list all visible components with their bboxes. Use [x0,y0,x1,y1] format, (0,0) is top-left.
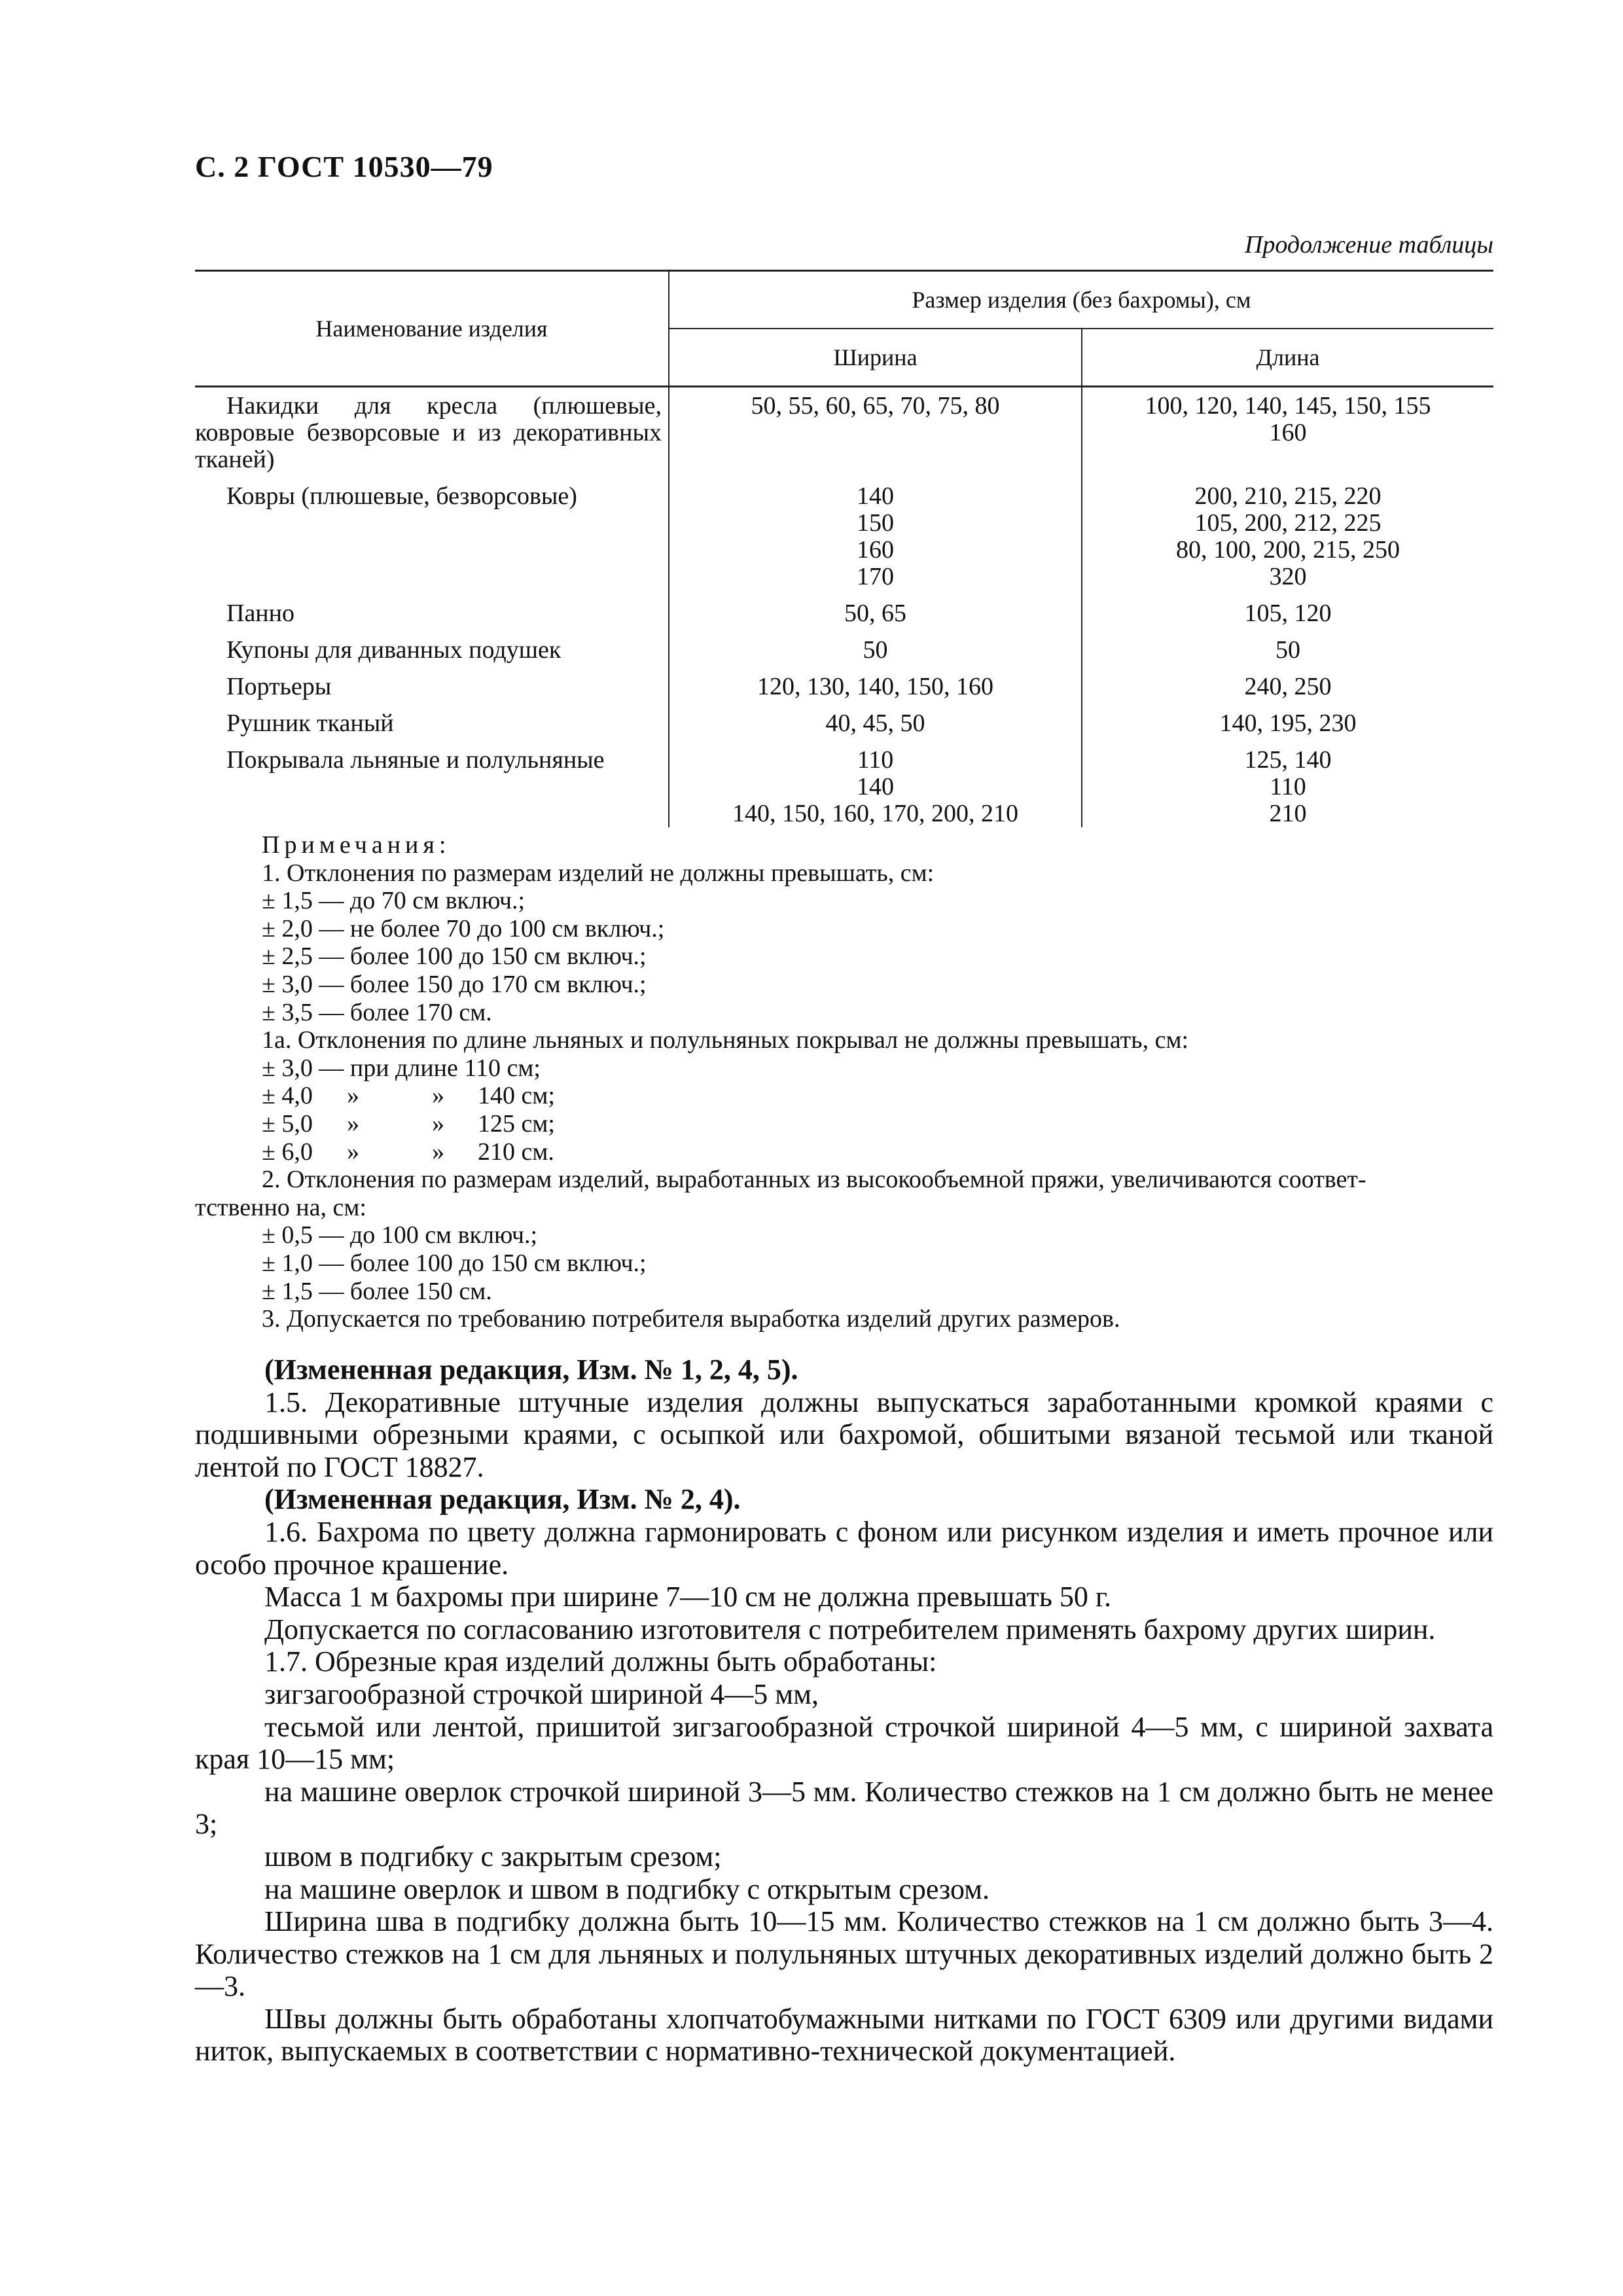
length-value: 140, 195, 230 [1219,709,1357,737]
length-value: 105, 200, 212, 225 [1194,509,1382,537]
cell-product-name [195,627,669,664]
table-row [195,590,1493,627]
body-paragraph: на машине оверлок строчкой шириной 3—5 мм. Количество стежков на 1 см должно быть не менее 3; [195,1775,1493,1840]
note-1a-part: 125 см; [478,1109,555,1138]
body-paragraph: 1.6. Бахрома по цвету должна гармонировать с фоном или рисунком изделия и иметь прочное или особо прочное крашение. [195,1515,1493,1581]
note-1a-item [195,1082,1493,1110]
note-1-item: ± 3,5 — более 170 см. [262,998,492,1026]
note-1a-part: » [432,1138,444,1166]
cell-width [669,387,1082,474]
cell-width [669,664,1082,700]
body-paragraph: Ширина шва в подгибку должна быть 10—15 мм. Количество стежков на 1 см должно быть 3—4. Количество стежков на 1 см для льняных и полульняных штучных декоративных изделий должно быть 2—3. [195,1905,1493,2003]
length-value: 320 [1269,563,1307,590]
note-1a-part: » [347,1082,359,1110]
table-body [195,387,1493,828]
note-1a-part: ± 6,0 [262,1138,313,1166]
length-value: 110 [1270,773,1306,800]
notes-title: Примечания: [262,831,451,859]
note-2-item: ± 1,0 — более 100 до 150 см включ.; [262,1249,647,1277]
product-name-text: Портьеры [226,673,332,700]
width-value: 140, 150, 160, 170, 200, 210 [732,800,1018,827]
length-value: 210 [1269,800,1307,827]
body-paragraph: 1.7. Обрезные края изделий должны быть обработаны: [264,1645,937,1678]
note-1a-part: 140 см; [478,1082,555,1110]
header-product-name: Наименование изделия [195,271,669,387]
width-value: 50, 65 [844,600,906,627]
length-value: 50 [1275,636,1300,664]
table-row [195,664,1493,700]
width-value: 150 [857,509,894,537]
product-name-text: Панно [226,600,294,627]
body-paragraph: 1.5. Декоративные штучные изделия должны выпускаться заработанными кромкой краями с подшивными обрезными краями, с осыпкой или бахромой, обшитыми вязаной тесьмой или тканой лентой по ГОСТ 18827. [195,1386,1493,1483]
note-3: 3. Допускается по требованию потребителя выработка изделий других размеров. [262,1305,1120,1333]
note-1a-part: ± 4,0 [262,1082,313,1110]
note-1-item: ± 3,0 — более 150 до 170 см включ.; [262,970,647,998]
product-name-text: Ковры (плюшевые, безворсовые) [226,482,577,510]
body-paragraph: зигзагообразной строчкой шириной 4—5 мм, [264,1677,819,1710]
width-value: 120, 130, 140, 150, 160 [757,673,993,700]
length-value: 160 [1269,419,1307,446]
length-value: 100, 120, 140, 145, 150, 155 [1145,392,1431,420]
cell-length [1082,387,1493,474]
cell-length [1082,700,1493,737]
note-1a-item [195,1138,1493,1166]
product-name-text: Накидки для кресла (плюшевые, ковровые безворсовые и из декоративных тканей) [195,392,662,473]
cell-length [1082,627,1493,664]
table-row [195,700,1493,737]
cell-product-name [195,700,669,737]
body-paragraph: на машине оверлок и швом в подгибку с открытым срезом. [264,1873,990,1905]
body-paragraph: Допускается по согласованию изготовителя с потребителем применять бахрому других ширин. [264,1613,1436,1645]
note-1: 1. Отклонения по размерам изделий не должны превышать, см: [262,859,935,887]
header-size-group: Размер изделия (без бахромы), см [669,271,1493,329]
amendment-note: (Измененная редакция, Изм. № 1, 2, 4, 5). [264,1354,798,1386]
note-1a-part: » [347,1109,359,1138]
header-length: Длина [1256,344,1320,370]
note-1a: 1а. Отклонения по длине льняных и полульняных покрывал не должны превышать, см: [262,1026,1189,1054]
width-value: 170 [857,563,894,590]
product-name-text: Рушник тканый [226,709,394,737]
cell-length [1082,737,1493,827]
width-value: 50, 55, 60, 65, 70, 75, 80 [751,392,1000,420]
note-1a-part: » [432,1109,444,1138]
cell-product-name [195,664,669,700]
note-2-item: ± 0,5 — до 100 см включ.; [262,1221,538,1249]
cell-length [1082,664,1493,700]
note-1a-first: ± 3,0 — при длине 110 см; [262,1054,541,1082]
cell-length [1082,473,1493,590]
page-header: С. 2 ГОСТ 10530—79 [195,150,493,183]
cell-width [669,627,1082,664]
note-1a-part: 210 см. [478,1138,554,1166]
note-1-item: ± 1,5 — до 70 см включ.; [262,887,526,915]
length-value: 200, 210, 215, 220 [1194,482,1382,510]
length-value: 105, 120 [1244,600,1332,627]
body-paragraph: швом в подгибку с закрытым срезом; [264,1840,722,1873]
cell-product-name [195,387,669,474]
header-width: Ширина [669,329,1082,387]
length-value: 240, 250 [1244,673,1332,700]
length-value: 125, 140 [1244,746,1332,774]
width-value: 140 [857,773,894,800]
body-paragraph: тесьмой или лентой, пришитой зигзагообразной строчкой шириной 4—5 мм, с шириной захвата края 10—15 мм; [195,1710,1493,1776]
cell-width [669,700,1082,737]
cell-width [669,590,1082,627]
cell-product-name [195,590,669,627]
table-continuation-label: Продолжение таблицы [1244,231,1493,259]
note-1-item: ± 2,0 — не более 70 до 100 см включ.; [262,914,665,942]
table-row [195,737,1493,827]
cell-width [669,737,1082,827]
width-value: 140 [857,482,894,510]
table-row [195,627,1493,664]
width-value: 50 [863,636,888,664]
body-paragraph: Швы должны быть обработаны хлопчатобумажными нитками по ГОСТ 6309 или другими видами ниток, выпускаемых в соответствии с нормативно-технической документацией. [195,2002,1493,2068]
body-paragraph: Масса 1 м бахромы при ширине 7—10 см не должна превышать 50 г. [264,1581,1112,1613]
note-1a-items [195,1082,1493,1166]
length-value: 80, 100, 200, 215, 250 [1176,536,1400,564]
table-row [195,387,1493,474]
width-value: 110 [857,746,894,774]
body-text [195,1354,1493,2068]
width-value: 40, 45, 50 [825,709,925,737]
cell-product-name [195,473,669,590]
cell-length [1082,590,1493,627]
note-2-line-2: тственно на, см: [195,1193,366,1221]
note-2-item: ± 1,5 — более 150 см. [262,1277,492,1305]
cell-product-name [195,737,669,827]
note-1-item: ± 2,5 — более 100 до 150 см включ.; [262,942,647,971]
cell-width [669,473,1082,590]
note-1-items [195,887,1493,1026]
note-1a-item [195,1110,1493,1138]
product-name-text: Купоны для диванных подушек [226,636,562,664]
note-1a-part: ± 5,0 [262,1109,313,1138]
table-row [195,473,1493,590]
notes-block [195,831,1493,1333]
note-2-items [195,1221,1493,1305]
size-table [195,270,1493,827]
product-name-text: Покрывала льняные и полульняные [226,746,605,774]
note-1a-part: » [347,1138,359,1166]
note-2-line-1: 2. Отклонения по размерам изделий, выработанных из высокообъемной пряжи, увеличиваются соответ- [262,1166,1366,1194]
width-value: 160 [857,536,894,564]
amendment-note: (Измененная редакция, Изм. № 2, 4). [264,1483,741,1516]
note-1a-part: » [432,1082,444,1110]
